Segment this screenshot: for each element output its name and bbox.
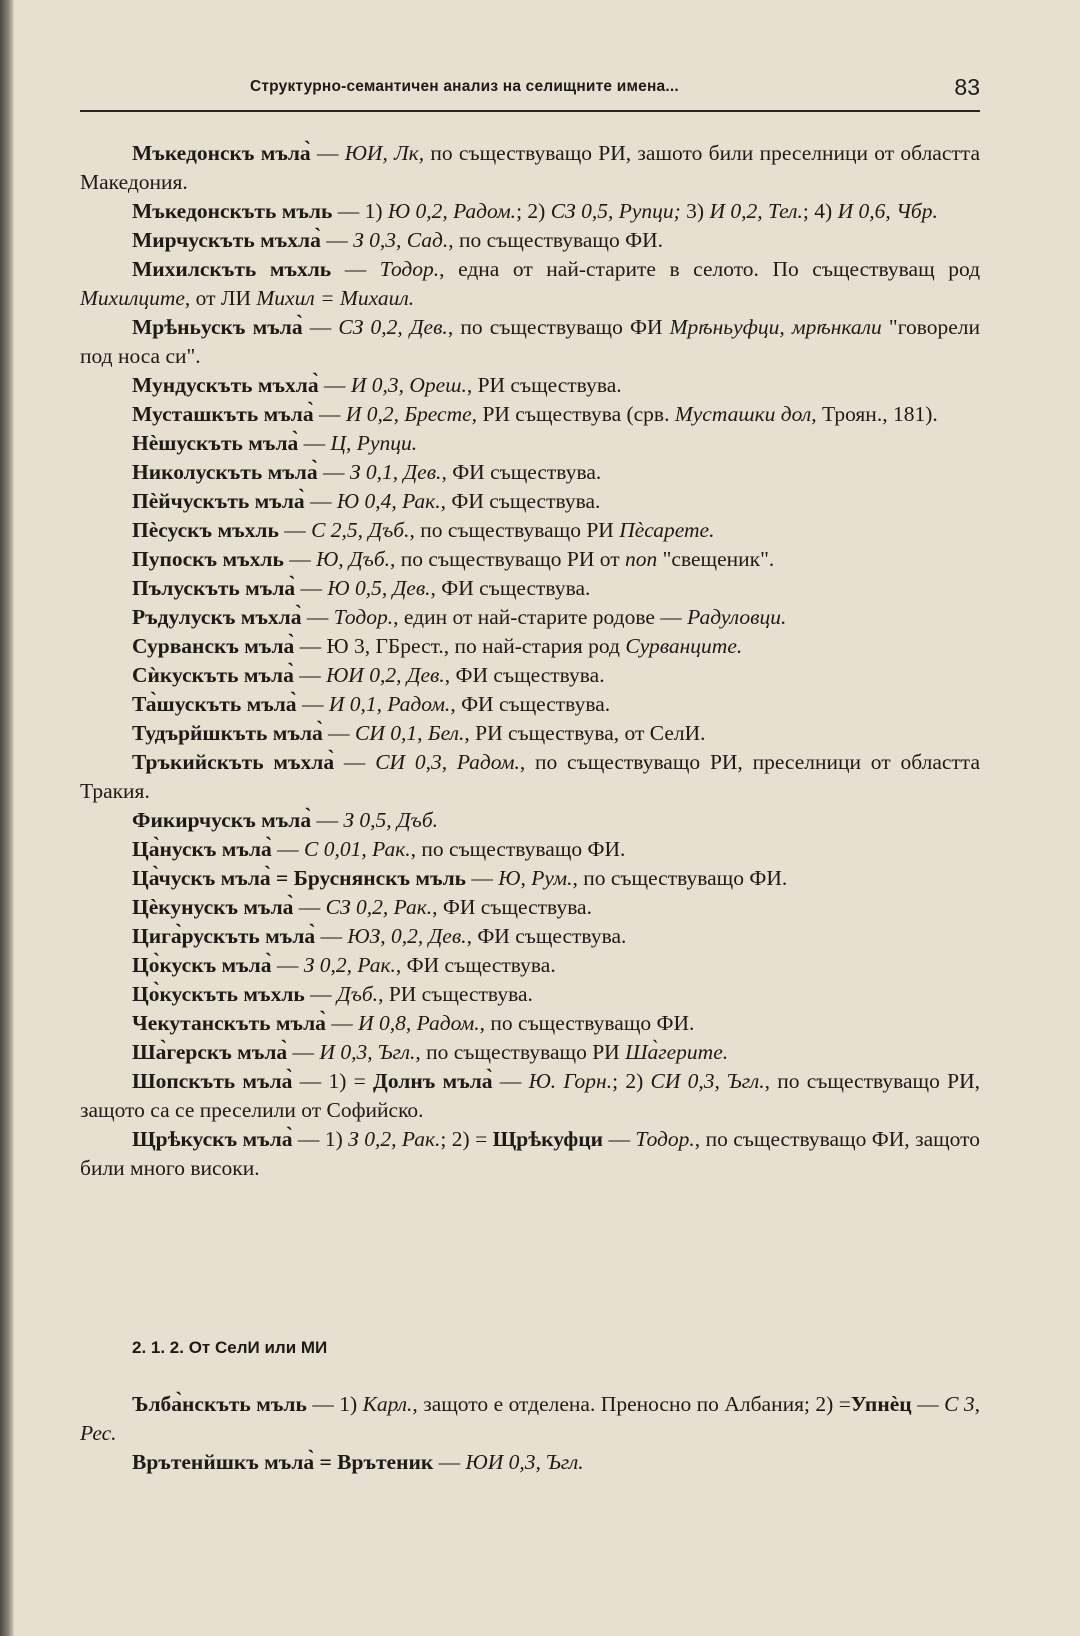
headword: Ръдулускъ мъхла̀ [132, 605, 302, 629]
entry-text: — [313, 402, 346, 426]
entry-text: , по съществуващо ФИ. [448, 228, 663, 252]
italic-reference: Тодор. [635, 1127, 695, 1151]
dictionary-entry [80, 603, 980, 632]
entry-text: , ФИ съществува. [450, 692, 611, 716]
italic-reference: И 0,2, Тел. [709, 199, 803, 223]
entry-text: — [304, 982, 338, 1006]
entry-text: — [466, 866, 499, 890]
entry-text: — [283, 547, 317, 571]
dictionary-entry [80, 922, 980, 951]
italic-reference: Тодор. [333, 605, 394, 629]
headword: Сѝкускъть мъла̀ [132, 663, 294, 687]
entry-text: по съществуващо РИ, зашото били преселници от областта Македония. [80, 141, 980, 194]
book-spine-edge [0, 0, 14, 1636]
headword: Тръкийскъть мъхла̀ [132, 750, 335, 774]
entry-text: , ФИ съществува. [440, 489, 601, 513]
entry-text: — [293, 895, 326, 919]
dictionary-entry [80, 429, 980, 458]
entry-text: — [304, 489, 337, 513]
dictionary-entry [80, 487, 980, 516]
entry-text: , от ЛИ [184, 286, 257, 310]
entry-text: — [911, 1392, 945, 1416]
italic-reference: СИ 0,1, Бел. [355, 721, 465, 745]
entry-text: — 1) [292, 1127, 349, 1151]
dictionary-entry [80, 806, 980, 835]
headword: Пълускъть мъла̀ [132, 576, 296, 600]
headword: Сурванскъ мъла̀ [132, 634, 295, 658]
entry-text: — [296, 692, 329, 716]
dictionary-entry [80, 400, 980, 429]
headword: Нѐшускъть мъла̀ [132, 431, 299, 455]
headword: Мъкедонскъ мъла̀ [132, 141, 311, 165]
headword: Мирчускъть мъхла̀ [132, 228, 321, 252]
italic-reference: З 0,2, Рак. [348, 1127, 441, 1151]
italic-reference: Мрѣньуфци, мрѣнкали [669, 315, 882, 339]
entry-text: — [311, 808, 344, 832]
headword: Мрѣньускъ мъла̀ [132, 315, 303, 339]
entry-text: , ФИ съществува. [441, 460, 602, 484]
entry-text: , един от най-старите родове — [393, 605, 688, 629]
dictionary-entry [80, 1125, 980, 1183]
dictionary-entry [80, 458, 980, 487]
headword: Ца̀нускъ мъла̀ [132, 837, 272, 861]
entry-text: , по съществуващо ФИ [447, 315, 670, 339]
section-heading: 2. 1. 2. От СелИ или МИ [132, 1338, 328, 1357]
italic-reference: ЮЗ, 0,2, Дев. [347, 924, 467, 948]
entry-text: , по съществуващо РИ, преселници от областта Тракия. [80, 750, 981, 803]
italic-reference: З 0,2, Рак. [303, 953, 396, 977]
dictionary-entry [80, 545, 980, 574]
italic-reference: Ю, Дъб. [316, 547, 391, 571]
entry-text: 3) [680, 199, 710, 223]
italic-reference: И 0,1, Радом. [328, 692, 451, 716]
entry-text: — [315, 924, 348, 948]
italic-reference: Карл. [362, 1392, 413, 1416]
italic-reference: Дъб. [337, 982, 379, 1006]
dictionary-entry [80, 864, 980, 893]
headword: Мусташкъть мъла̀ [132, 402, 314, 426]
italic-reference: СЗ 0,5, Рупци; [550, 199, 681, 223]
entries-list [80, 139, 980, 1183]
italic-reference: С 2,5, Дъб. [311, 518, 410, 542]
headword: Врътенйшкъ мъла̀ = Врътеник [132, 1450, 434, 1474]
dictionary-entry [80, 516, 980, 545]
italic-reference: Мусташки дол, [674, 402, 817, 426]
entry-text: , една от най-старите в селото. По съществуващ род [439, 257, 981, 281]
entry-text: , РИ съществува, от СелИ. [464, 721, 706, 745]
entry-text: — [325, 1011, 359, 1035]
page-header [80, 66, 980, 112]
headword: Мундускъть мъхла̀ [132, 373, 319, 397]
entry-text: , по съществуващо РИ, защото са се преселили от Софийско. [80, 1069, 980, 1122]
italic-reference: Ю 0,2, Радом. [387, 199, 517, 223]
italic-reference: Тодор. [379, 257, 440, 281]
entry-text: — 1) = [292, 1069, 374, 1093]
dictionary-entry [80, 980, 980, 1009]
italic-reference: Ю. Горн. [528, 1069, 613, 1093]
entry-text: Троян., 181). [816, 402, 938, 426]
entry-text: — [278, 518, 312, 542]
headword: Чекутанскъть мъла̀ [132, 1011, 326, 1035]
headword: Фикирчускъ мъла̀ [132, 808, 312, 832]
italic-reference: И 0,2, Бресте, [345, 402, 478, 426]
dictionary-entry [80, 574, 980, 603]
italic-reference: СИ 0,3, Ъгл. [650, 1069, 765, 1093]
italic-reference: З 0,5, Дъб. [343, 808, 439, 832]
dictionary-entry [80, 139, 980, 197]
italic-reference: И 0,6, Чбр. [837, 199, 938, 223]
entry-text: , ФИ съществува. [432, 895, 592, 919]
entry-text: , ФИ съществува. [395, 953, 556, 977]
entry-text: — [287, 1040, 320, 1064]
headword: Николускъть мъла̀ [132, 460, 318, 484]
headword: Та̀шускъть мъла̀ [132, 692, 297, 716]
entry-text: , по съществуващо РИ [415, 1040, 626, 1064]
entry-text: — [317, 460, 350, 484]
italic-reference: И 0,3, Ъгл. [319, 1040, 416, 1064]
italic-reference: Ю 0,5, Дев. [327, 576, 431, 600]
headword: Щрѣкускъ мъла̀ [132, 1127, 293, 1151]
italic-reference: СЗ 0,2, Рак. [325, 895, 433, 919]
italic-reference: Михилците [80, 286, 185, 310]
entry-text: , по съществуващо ФИ. [572, 866, 788, 890]
headword: Пѐйчускъть мъла̀ [132, 489, 305, 513]
entry-text: — [320, 228, 354, 252]
entry-text: — [295, 576, 328, 600]
headword: Михилскъть мъхль [132, 257, 332, 281]
dictionary-entry [80, 661, 980, 690]
headword: Ша̀герскъ мъла̀ [132, 1040, 288, 1064]
dictionary-entry [80, 748, 980, 806]
entry-text: — [603, 1127, 636, 1151]
headword: Пупоскъ мъхль [132, 547, 284, 571]
entry-text: — [301, 605, 334, 629]
italic-reference: Ша̀герите. [625, 1040, 729, 1064]
entry-text: РИ съществува (срв. [477, 402, 675, 426]
entry-text: , ФИ съществува. [444, 663, 605, 687]
entry-text: , ФИ съществува. [430, 576, 591, 600]
entry-text: ; 2) [516, 199, 551, 223]
entry-text: — [331, 257, 380, 281]
headword: Ълба̀нскъть мъль [132, 1392, 307, 1416]
entry-text: , по съществуващо ФИ. [479, 1011, 695, 1035]
dictionary-entry [80, 197, 980, 226]
entry-text: , защото е отделена. Преносно по Албания; 2) = [412, 1392, 851, 1416]
headword: Тудърйшкъть мъла̀ [132, 721, 323, 745]
headword: Упнѐц [850, 1392, 912, 1416]
dictionary-entry [80, 1009, 980, 1038]
entry-text: "говорели под носа си". [80, 315, 981, 368]
italic-reference: Михил = Михаил. [256, 286, 415, 310]
italic-reference: Радуловци. [687, 605, 787, 629]
entry-text: ; 2) [612, 1069, 651, 1093]
dictionary-entry [80, 835, 980, 864]
headword: Цо̀кускъть мъхль [132, 982, 305, 1006]
dictionary-entry [80, 719, 980, 748]
italic-reference: ЮИ 0,2, Дев. [326, 663, 445, 687]
entry-text: — [271, 837, 305, 861]
italic-reference: СИ 0,3, Радом. [375, 750, 520, 774]
dictionary-entry [80, 255, 980, 313]
headword: Долнъ мъла̀ [373, 1069, 493, 1093]
entry-text: — [271, 953, 304, 977]
entry-text: — [492, 1069, 529, 1093]
entry-text: — Ю 3, ГБрест., по най-стария род [294, 634, 626, 658]
entry-text: — [298, 431, 331, 455]
entry-text: "свещеник". [657, 547, 775, 571]
italic-reference: С 0,01, Рак. [304, 837, 411, 861]
dictionary-entry [80, 226, 980, 255]
entry-text: , РИ съществува. [466, 373, 622, 397]
entry-text: , РИ съществува. [378, 982, 533, 1006]
dictionary-entry [80, 313, 980, 371]
entry-text: — 1) [306, 1392, 363, 1416]
italic-reference: И 0,8, Радом. [358, 1011, 480, 1035]
entry-text: — [433, 1450, 466, 1474]
italic-reference: З 0,3, Сад. [353, 228, 449, 252]
italic-reference: Ю 0,4, Рак. [336, 489, 441, 513]
italic-reference: И 0,3, Ореш. [350, 373, 467, 397]
entry-text: ; 2) = [440, 1127, 493, 1151]
entry-text: , по съществуващо РИ от [390, 547, 626, 571]
italic-reference: поп [625, 547, 658, 571]
headword: Ца̀чускъ мъла̀ = Бруснянскъ мъль [132, 866, 467, 890]
dictionary-entry [80, 371, 980, 400]
italic-reference: З 0,1, Дев. [349, 460, 442, 484]
dictionary-entry [80, 1448, 980, 1477]
italic-reference: ЮИ, Лк, [344, 141, 425, 165]
dictionary-entry [80, 951, 980, 980]
italic-reference: С 3, Рес. [80, 1392, 980, 1445]
entry-text: — [302, 315, 339, 339]
entry-text: — [318, 373, 351, 397]
italic-reference: Пѐсарете. [619, 518, 715, 542]
entries-list-2 [80, 1390, 980, 1477]
entry-text: , ФИ съществува. [466, 924, 627, 948]
headword: Шопскъть мъла̀ [132, 1069, 293, 1093]
dictionary-entry [80, 1038, 980, 1067]
italic-reference: СЗ 0,2, Дев. [338, 315, 448, 339]
book-page [80, 0, 980, 1636]
entry-text: — [322, 721, 356, 745]
entry-text: — 1) [332, 199, 388, 223]
dictionary-entry [80, 893, 980, 922]
dictionary-entry [80, 1067, 980, 1125]
headword: Цо̀кускъ мъла̀ [132, 953, 272, 977]
headword: Пѐсускъ мъхль [132, 518, 279, 542]
entry-text: , по съществуващо ФИ. [410, 837, 626, 861]
entry-text: — [310, 141, 345, 165]
entry-text: , по съществуващо РИ [409, 518, 620, 542]
entry-text: ; 4) [802, 199, 838, 223]
dictionary-entry [80, 690, 980, 719]
headword: Цига̀рускъть мъла̀ [132, 924, 316, 948]
italic-reference: Ю, Рум. [498, 866, 573, 890]
running-title: Структурно-семантичен анализ на селищните имена... [250, 78, 679, 95]
italic-reference: Сурванците. [625, 634, 743, 658]
headword: Щрѣкуфци [492, 1127, 604, 1151]
dictionary-entry [80, 1390, 980, 1448]
entry-text: — [334, 750, 376, 774]
italic-reference: Ц, Рупци. [330, 431, 418, 455]
headword: Мъкедонскъть мъль [132, 199, 333, 223]
italic-reference: ЮИ 0,3, Ъгл. [465, 1450, 584, 1474]
page-number: 83 [954, 74, 980, 100]
headword: Цѐкунускъ мъла̀ [132, 895, 294, 919]
entry-text: — [293, 663, 327, 687]
entry-text: , по съществуващо ФИ, защото били много високи. [80, 1127, 980, 1180]
dictionary-entry [80, 632, 980, 661]
